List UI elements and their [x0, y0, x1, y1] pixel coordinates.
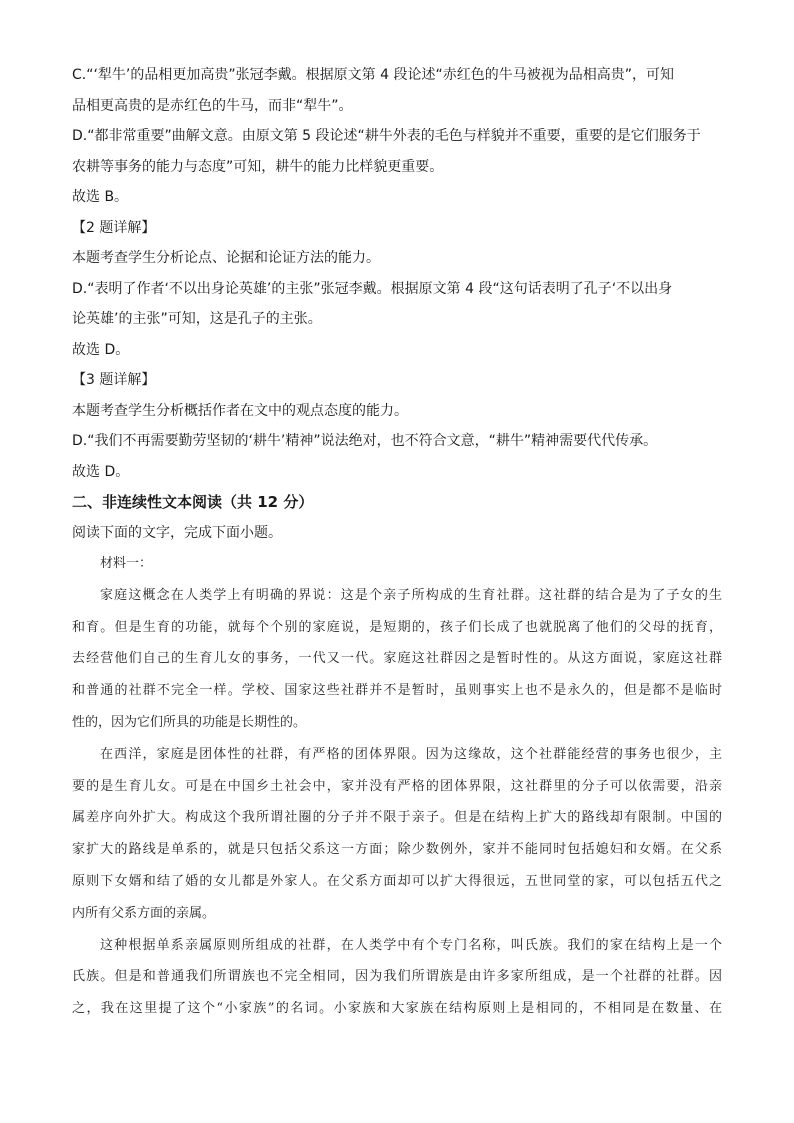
paragraph-line: 和普通的社群不完全一样。学校、国家这些社群并不是暂时，虽则事实上也不是永久的，但是都不是临时 — [72, 683, 722, 699]
paragraph-line: 在西洋，家庭是团体性的社群，有严格的团体界限。因为这缘故，这个社群能经营的事务也很少，主 — [100, 746, 722, 762]
answer-conclusion: 故选 B。 — [72, 189, 129, 205]
answer-block-1 — [72, 60, 722, 213]
material-paragraph-2 — [72, 739, 722, 930]
material-one — [72, 548, 722, 1025]
paragraph-line: 之，我在这里提了这个“小家族”的名词。小家族和大家族在结构原则上是相同的，不相同是在数量、在 — [72, 1001, 722, 1017]
paragraph-line: 要的是生育儿女。可是在中国乡土社会中，家并没有严格的团体界限，这社群里的分子可以依需要，沿亲 — [72, 778, 722, 794]
question-heading: 【2 题详解】 — [72, 219, 156, 236]
paragraph-line: 去经营他们自己的生育儿女的事务，一代又一代。家庭这社群因之是暂时性的。从这方面说，家庭这社群 — [72, 651, 722, 667]
answer-block-3 — [72, 365, 722, 487]
paragraph-line: 性的，因为它们所具的功能是长期性的。 — [72, 714, 307, 730]
material-paragraph-3 — [72, 930, 722, 1025]
option-c-line-2: 品相更高贵的是赤红色的牛马，而非“犁牛”。 — [72, 97, 353, 114]
option-d-line-1: D.“表明了作者‘不以出身论英雄’的主张”张冠李戴。根据原文第 4 段“这句话表明了孔子‘不以出身 — [72, 280, 673, 297]
section-two — [72, 487, 722, 548]
question-heading: 【3 题详解】 — [72, 372, 156, 388]
option-d-line-2: 论英雄’的主张”可知，这是孔子的主张。 — [72, 311, 322, 327]
option-d-line-2: 农耕等事务的能力与态度”可知，耕牛的能力比样貌更重要。 — [72, 158, 444, 175]
question-intro: 本题考查学生分析概括作者在文中的观点态度的能力。 — [72, 402, 408, 419]
paragraph-line: 家扩大的路线是单系的，就是只包括父系这一方面；除少数例外，家并不能同时包括媳妇和女婿。在父系 — [72, 842, 722, 858]
document-page — [72, 60, 722, 1025]
paragraph-line: 原则下女婿和结了婚的女儿都是外家人。在父系方面却可以扩大得很远，五世同堂的家，可以包括五代之 — [72, 873, 722, 889]
paragraph-line: 内所有父系方面的亲属。 — [72, 905, 216, 921]
answer-conclusion: 故选 D。 — [72, 463, 130, 480]
material-label: 材料一： — [100, 556, 153, 571]
option-d-line-1: D.“我们不再需要勤劳坚韧的‘耕牛’精神”说法绝对，也不符合文意，“耕牛”精神需要代代传承。 — [72, 433, 658, 449]
material-paragraph-1 — [72, 580, 722, 739]
answer-block-2 — [72, 213, 722, 366]
paragraph-line: 属差序向外扩大。构成这个我所谓社圈的分子并不限于亲子。但是在结构上扩大的路线却有限制。中国的 — [72, 810, 722, 826]
option-d-line-1: D.“都非常重要”曲解文意。由原文第 5 段论述“耕牛外表的毛色与样貌并不重要，重要的是它们服务于 — [72, 128, 701, 144]
option-c-line-1: C.“‘犁牛’的品相更加高贵”张冠李戴。根据原文第 4 段论述“赤红色的牛马被视为品相高贵”，可知 — [72, 67, 674, 83]
section-instruction: 阅读下面的文字，完成下面小题。 — [72, 524, 282, 541]
question-intro: 本题考查学生分析论点、论据和论证方法的能力。 — [72, 250, 380, 266]
answer-conclusion: 故选 D。 — [72, 341, 130, 358]
paragraph-line: 氏族。但是和普通我们所谓族也不完全相同，因为我们所谓族是由许多家所组成，是一个社群的社群。因 — [72, 969, 722, 985]
section-title: 二、非连续性文本阅读（共 12 分） — [72, 493, 314, 511]
paragraph-line: 家庭这概念在人类学上有明确的界说：这是个亲子所构成的生育社群。这社群的结合是为了子女的生 — [100, 587, 722, 603]
paragraph-line: 和育。但是生育的功能，就每个个别的家庭说，是短期的，孩子们长成了也就脱离了他们的父母的抚育， — [72, 619, 722, 635]
paragraph-line: 这种根据单系亲属原则所组成的社群，在人类学中有个专门名称，叫氏族。我们的家在结构上是一个 — [100, 937, 722, 953]
